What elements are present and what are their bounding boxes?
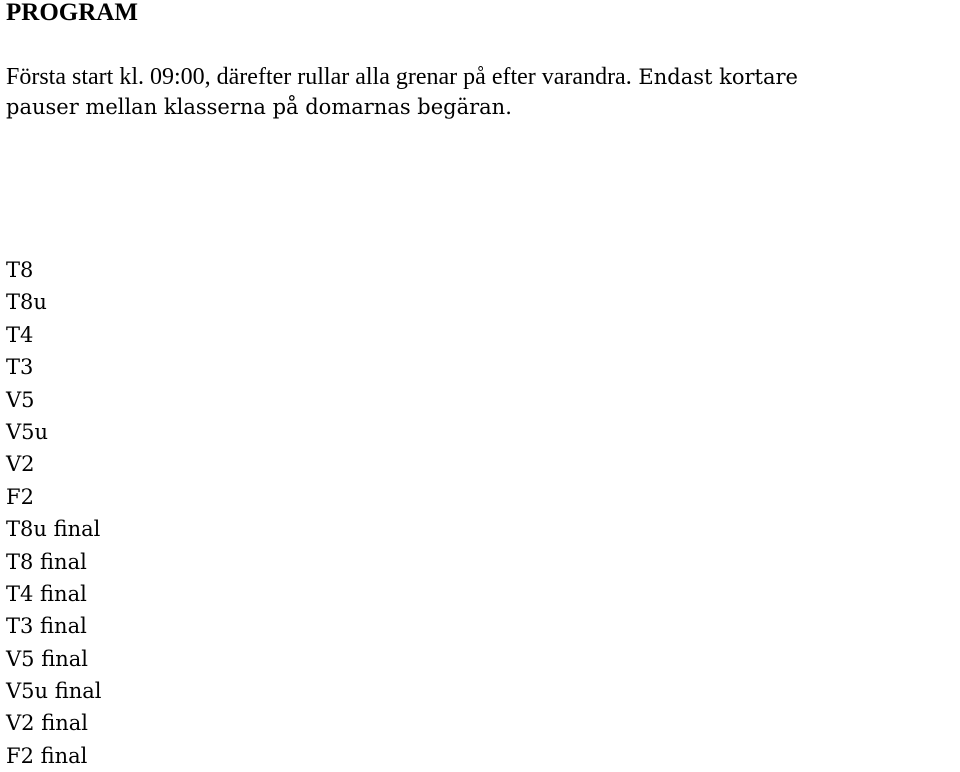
schedule-item: T3 final [6, 614, 87, 639]
schedule-item: T8u final [6, 517, 101, 542]
schedule-item: T8u [6, 290, 47, 315]
intro-paragraph [6, 62, 960, 122]
schedule-item: F2 final [6, 743, 88, 768]
schedule-item: V2 final [6, 711, 88, 736]
schedule-item: T8 final [6, 549, 87, 574]
schedule-item: T4 [6, 322, 34, 347]
schedule-item: V5u final [6, 679, 102, 704]
schedule-list [6, 254, 102, 772]
page-title: PROGRAM [6, 0, 138, 26]
intro-pause-text: Endast kortare [631, 65, 798, 89]
schedule-item: F2 [6, 484, 34, 509]
schedule-item: T8 [6, 258, 34, 282]
schedule-item: V5u [6, 419, 49, 444]
intro-line-1 [6, 62, 960, 92]
schedule-item: T4 final [6, 581, 87, 606]
intro-start-time-text: Första start kl. 09:00, därefter rullar alla grenar på efter varandra. [6, 64, 632, 90]
intro-line-2: pauser mellan klasserna på domarnas begäran. [6, 95, 512, 119]
schedule-item: V5 final [6, 646, 88, 671]
schedule-item: V2 [6, 452, 35, 477]
schedule-item: V5 [6, 387, 35, 412]
schedule-item: T3 [6, 355, 34, 380]
